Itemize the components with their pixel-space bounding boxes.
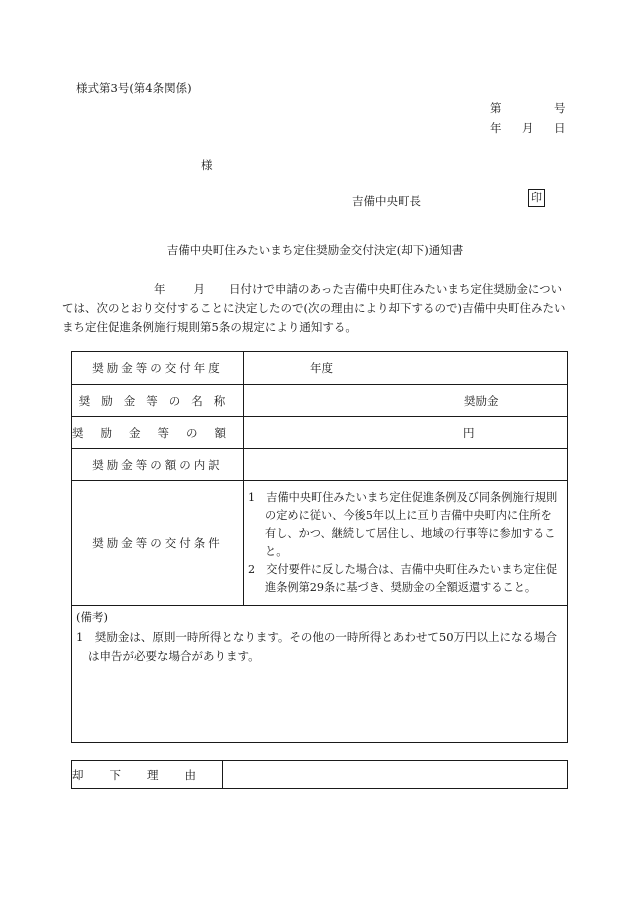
rejection-value: [223, 761, 568, 789]
number-suffix: 号: [554, 101, 566, 115]
remarks-cell: [72, 606, 568, 743]
row-value-amount-breakdown: [244, 449, 568, 481]
date-day: 日: [554, 121, 566, 135]
seal-mark: 印: [528, 189, 545, 207]
row-label-grant-name: 奨励金等の名称: [72, 385, 244, 417]
body-text: 日付けで申請のあった吉備中央町住みたいまち定住奨励金については、次のとおり交付することに決定したので(次の理由により却下するので)吉備中央町住みたいまち定住促進条例施行規則第5条の規定により通知する。: [62, 282, 566, 334]
rejection-reason-table: [71, 760, 568, 789]
row-value-fiscal-year: 年度: [244, 352, 568, 385]
row-label-amount-breakdown: 奨励金等の額の内訳: [72, 449, 244, 481]
date-month: 月: [522, 121, 534, 135]
row-label-conditions: 奨励金等の交付条件: [72, 481, 244, 606]
conditions-cell: [244, 481, 568, 606]
condition-item: 1 吉備中央町住みたいまち定住促進条例及び同条例施行規則の定めに従い、今後5年以上に亘り吉備中央町内に住所を有し、かつ、継続して居住し、地域の行事等に参加すること。: [248, 491, 558, 558]
remarks-item: 1 奨励金は、原則一時所得となります。その他の一時所得とあわせて50万円以上になる場合は申告が必要な場合があります。: [76, 630, 558, 663]
row-value-grant-name: 奨励金: [244, 385, 568, 417]
number-prefix: 第: [490, 101, 502, 115]
body-date-month: 月: [193, 282, 205, 296]
rejection-label: 却下理由: [72, 761, 223, 789]
date-year: 年: [490, 121, 502, 135]
notice-body: [62, 280, 572, 337]
row-label-grant-amount: 奨励金等の額: [72, 417, 244, 449]
remarks-heading: (備考): [76, 610, 108, 624]
addressee-honorific: 様: [201, 158, 213, 172]
form-number: 様式第3号(第4条関係): [76, 81, 192, 95]
issuer-name: 吉備中央町長: [352, 194, 421, 208]
condition-item: 2 交付要件に反した場合は、吉備中央町住みたいまち定住促進条例第29条に基づき、奨励金の全額返還すること。: [248, 563, 558, 594]
row-value-grant-amount: 円: [244, 417, 568, 449]
row-label-fiscal-year: 奨励金等の交付年度: [72, 352, 244, 385]
body-date-year: 年: [154, 282, 166, 296]
document-title: 吉備中央町住みたいまち定住奨励金交付決定(却下)通知書: [166, 243, 464, 257]
grant-details-table: [71, 351, 568, 743]
